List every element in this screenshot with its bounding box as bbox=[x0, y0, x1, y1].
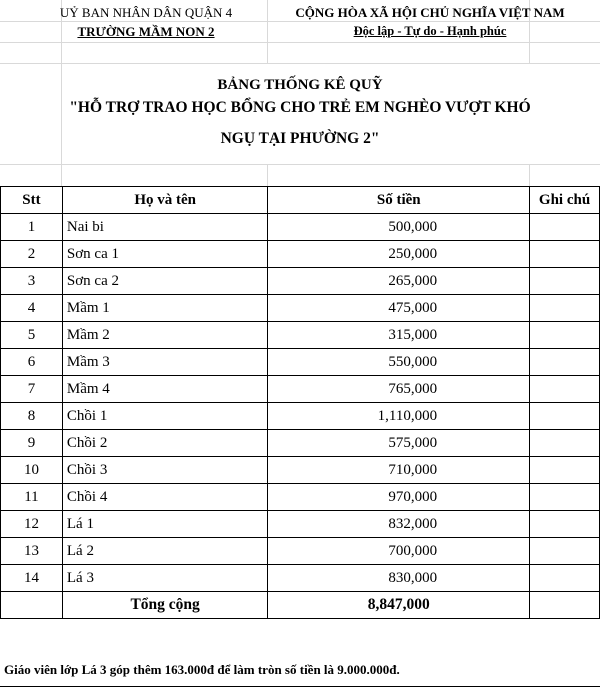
gridline bbox=[0, 42, 600, 43]
row-name-cell: Sơn ca 1 bbox=[62, 241, 268, 268]
table-row bbox=[1, 376, 600, 403]
row-stt-cell: 2 bbox=[1, 241, 63, 268]
row-stt-cell: 8 bbox=[1, 403, 63, 430]
total-amount: 8,847,000 bbox=[268, 592, 530, 619]
row-name-cell: Chồi 1 bbox=[62, 403, 268, 430]
table-row bbox=[1, 322, 600, 349]
total-stt-cell bbox=[1, 592, 63, 619]
row-note-cell bbox=[530, 268, 600, 295]
total-row bbox=[1, 592, 600, 619]
footnote: Giáo viên lớp Lá 3 góp thêm 163.000đ để làm tròn số tiền là 9.000.000đ. bbox=[4, 662, 400, 677]
column-header-note: Ghi chú bbox=[530, 187, 600, 214]
row-amount-cell: 1,110,000 bbox=[268, 403, 530, 430]
row-note-cell bbox=[530, 403, 600, 430]
row-note-cell bbox=[530, 457, 600, 484]
row-amount-cell: 575,000 bbox=[268, 430, 530, 457]
row-name-cell: Chồi 4 bbox=[62, 484, 268, 511]
agency-name: UỶ BAN NHÂN DÂN QUẬN 4 bbox=[59, 5, 233, 20]
row-amount-cell: 500,000 bbox=[268, 214, 530, 241]
fund-table bbox=[0, 186, 600, 619]
column-header-amount: Số tiền bbox=[268, 187, 530, 214]
row-note-cell bbox=[530, 214, 600, 241]
document-subtitle-line2: NGỤ TẠI PHƯỜNG 2" bbox=[220, 130, 380, 147]
bottom-border bbox=[0, 686, 600, 687]
gridline bbox=[267, 0, 268, 64]
table-row bbox=[1, 511, 600, 538]
row-note-cell bbox=[530, 322, 600, 349]
row-stt-cell: 11 bbox=[1, 484, 63, 511]
table-row bbox=[1, 538, 600, 565]
column-header-stt: Stt bbox=[1, 187, 63, 214]
total-label: Tổng cộng bbox=[62, 592, 268, 619]
document-subtitle-line1: "HỖ TRỢ TRAO HỌC BỔNG CHO TRẺ EM NGHÈO VƯỢT KHÓ bbox=[69, 99, 531, 116]
row-amount-cell: 710,000 bbox=[268, 457, 530, 484]
row-note-cell bbox=[530, 565, 600, 592]
row-name-cell: Nai bi bbox=[62, 214, 268, 241]
row-stt-cell: 5 bbox=[1, 322, 63, 349]
table-row bbox=[1, 268, 600, 295]
gridline bbox=[267, 164, 268, 186]
row-name-cell: Lá 3 bbox=[62, 565, 268, 592]
national-motto bbox=[270, 24, 590, 39]
row-stt-cell: 10 bbox=[1, 457, 63, 484]
row-amount-cell: 475,000 bbox=[268, 295, 530, 322]
row-amount-cell: 830,000 bbox=[268, 565, 530, 592]
gridline bbox=[0, 164, 600, 165]
total-note-cell bbox=[530, 592, 600, 619]
row-note-cell bbox=[530, 241, 600, 268]
row-stt-cell: 9 bbox=[1, 430, 63, 457]
row-note-cell bbox=[530, 511, 600, 538]
row-name-cell: Chồi 3 bbox=[62, 457, 268, 484]
row-name-cell: Sơn ca 2 bbox=[62, 268, 268, 295]
row-name-cell: Mầm 3 bbox=[62, 349, 268, 376]
column-header-name: Họ và tên bbox=[62, 187, 268, 214]
table-row bbox=[1, 214, 600, 241]
row-amount-cell: 765,000 bbox=[268, 376, 530, 403]
table-row bbox=[1, 241, 600, 268]
table-row bbox=[1, 565, 600, 592]
row-amount-cell: 550,000 bbox=[268, 349, 530, 376]
row-stt-cell: 13 bbox=[1, 538, 63, 565]
row-stt-cell: 12 bbox=[1, 511, 63, 538]
row-note-cell bbox=[530, 295, 600, 322]
row-amount-cell: 832,000 bbox=[268, 511, 530, 538]
row-stt-cell: 7 bbox=[1, 376, 63, 403]
row-name-cell: Mầm 2 bbox=[62, 322, 268, 349]
row-note-cell bbox=[530, 538, 600, 565]
row-amount-cell: 265,000 bbox=[268, 268, 530, 295]
row-amount-cell: 250,000 bbox=[268, 241, 530, 268]
row-name-cell: Lá 1 bbox=[62, 511, 268, 538]
row-amount-cell: 315,000 bbox=[268, 322, 530, 349]
row-name-cell: Mầm 1 bbox=[62, 295, 268, 322]
table-row bbox=[1, 457, 600, 484]
table-row bbox=[1, 295, 600, 322]
row-stt-cell: 6 bbox=[1, 349, 63, 376]
table-row bbox=[1, 349, 600, 376]
row-note-cell bbox=[530, 349, 600, 376]
row-note-cell bbox=[530, 376, 600, 403]
table-row bbox=[1, 484, 600, 511]
row-note-cell bbox=[530, 430, 600, 457]
table-header-row bbox=[1, 187, 600, 214]
row-stt-cell: 14 bbox=[1, 565, 63, 592]
row-amount-cell: 700,000 bbox=[268, 538, 530, 565]
row-stt-cell: 4 bbox=[1, 295, 63, 322]
row-stt-cell: 3 bbox=[1, 268, 63, 295]
gridline bbox=[0, 63, 600, 64]
row-name-cell: Mầm 4 bbox=[62, 376, 268, 403]
school-name-text: TRƯỜNG MẦM NON 2 bbox=[77, 24, 215, 39]
row-amount-cell: 970,000 bbox=[268, 484, 530, 511]
document-title: BẢNG THỐNG KÊ QUỸ bbox=[217, 77, 383, 93]
gridline bbox=[529, 164, 530, 186]
row-name-cell: Chồi 2 bbox=[62, 430, 268, 457]
table-row bbox=[1, 403, 600, 430]
row-note-cell bbox=[530, 484, 600, 511]
school-name bbox=[36, 24, 256, 40]
gridline bbox=[0, 21, 600, 22]
row-name-cell: Lá 2 bbox=[62, 538, 268, 565]
national-motto-text: Độc lập - Tự do - Hạnh phúc bbox=[353, 24, 507, 38]
table-row bbox=[1, 430, 600, 457]
row-stt-cell: 1 bbox=[1, 214, 63, 241]
national-title: CỘNG HÒA XÃ HỘI CHỦ NGHĨA VIỆT NAM bbox=[295, 5, 565, 20]
